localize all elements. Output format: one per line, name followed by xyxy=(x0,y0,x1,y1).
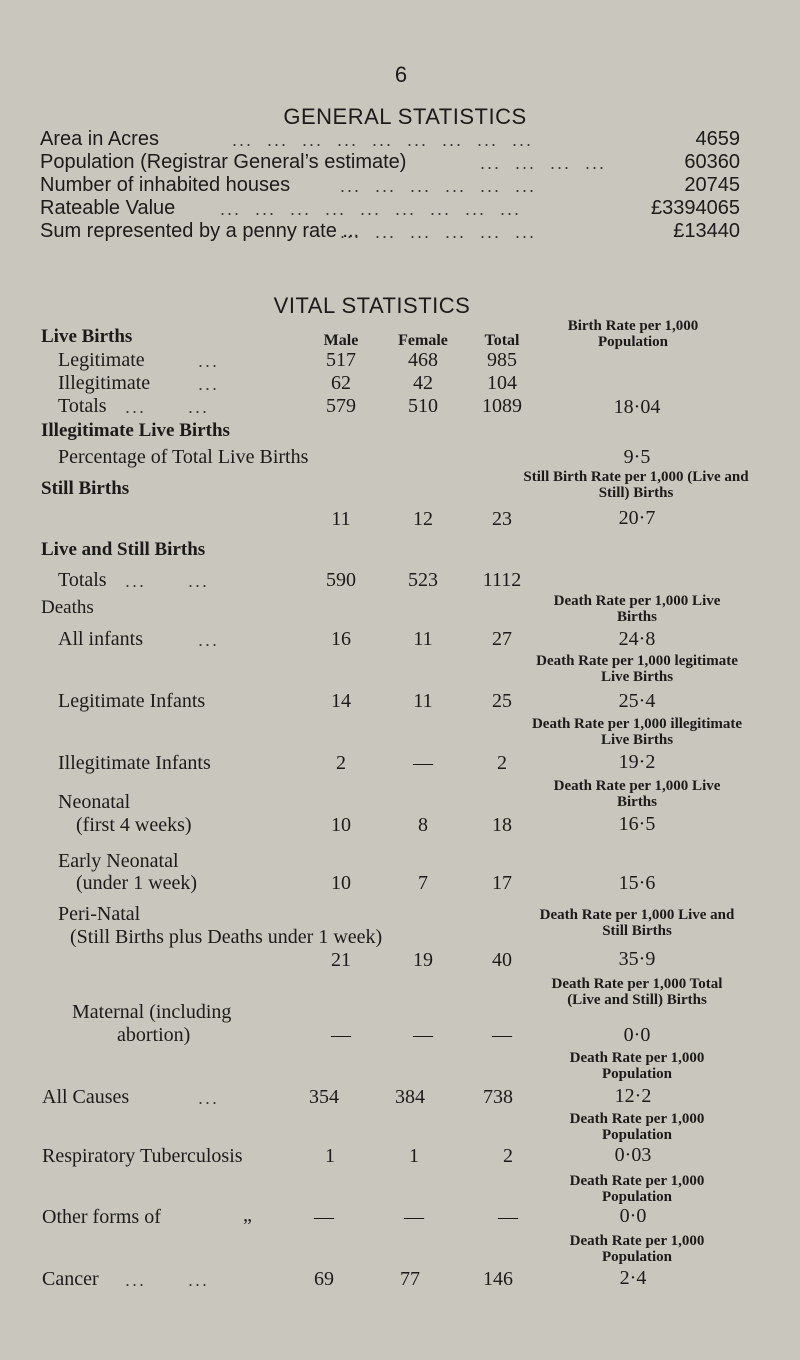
birth-rate-label: Birth Rate per 1,000 Population xyxy=(567,318,699,350)
respiratory-tb-total: 2 xyxy=(503,1145,513,1167)
cancer-male: 69 xyxy=(314,1268,334,1290)
respiratory-tb-male: 1 xyxy=(325,1145,335,1167)
all-causes-female: 384 xyxy=(395,1086,425,1108)
general-row-value: £13440 xyxy=(673,220,740,242)
illegitimate-infants-label: Illegitimate Infants xyxy=(58,752,211,774)
respiratory-tb-rate-label: Death Rate per 1,000 Population xyxy=(569,1111,705,1143)
all-causes-label: All Causes xyxy=(42,1086,130,1108)
peri-natal-rate-label: Death Rate per 1,000 Live and Still Births xyxy=(539,907,735,939)
live-and-still-births-heading: Live and Still Births xyxy=(41,539,206,560)
totals-female: 510 xyxy=(408,395,438,417)
illegitimate-label: Illegitimate xyxy=(58,372,151,394)
maternal-sublabel: abortion) xyxy=(117,1024,191,1046)
leader-dots: ... ... ... ... ... ... xyxy=(340,176,537,196)
all-causes-male: 354 xyxy=(309,1086,339,1108)
illegitimate-live-births-heading: Illegitimate Live Births xyxy=(41,420,230,441)
leader-dots: ... xyxy=(198,374,220,394)
legitimate-infants-rate-label: Death Rate per 1,000 legitimate Live Births xyxy=(536,653,738,685)
peri-natal-male: 21 xyxy=(331,949,351,971)
maternal-male: — xyxy=(331,1024,351,1046)
illegitimate-infants-male: 2 xyxy=(336,752,346,774)
cancer-female: 77 xyxy=(400,1268,420,1290)
neonatal-female: 8 xyxy=(418,814,428,836)
respiratory-tb-rate: 0·03 xyxy=(614,1144,652,1166)
still-births-female: 12 xyxy=(413,508,433,530)
live-and-still-totals-label: Totals xyxy=(58,569,107,591)
still-birth-rate-value: 20·7 xyxy=(618,507,656,529)
general-row-label: Rateable Value xyxy=(40,197,176,219)
leader-dots: ... ... xyxy=(125,397,210,417)
leader-dots: ... xyxy=(198,351,220,371)
still-birth-rate-label: Still Birth Rate per 1,000 (Live and Still) Births xyxy=(523,469,749,501)
legitimate-label: Legitimate xyxy=(58,349,145,371)
other-tb-total: — xyxy=(498,1206,518,1228)
neonatal-male: 10 xyxy=(331,814,351,836)
totals-label: Totals xyxy=(58,395,107,417)
all-infants-female: 11 xyxy=(413,628,433,650)
illegitimate-infants-rate: 19·2 xyxy=(618,751,656,773)
totals-male: 579 xyxy=(326,395,356,417)
other-tb-male: — xyxy=(314,1206,334,1228)
legitimate-infants-female: 11 xyxy=(413,690,433,712)
neonatal-total: 18 xyxy=(492,814,512,836)
page-number: 6 xyxy=(394,62,408,87)
early-neonatal-total: 17 xyxy=(492,872,512,894)
ditto-mark: „ xyxy=(243,1204,252,1226)
still-births-total: 23 xyxy=(492,508,512,530)
legitimate-male: 517 xyxy=(326,349,356,371)
leader-dots: ... ... ... ... ... ... ... ... ... xyxy=(232,130,534,150)
all-causes-rate-label: Death Rate per 1,000 Population xyxy=(569,1050,705,1082)
illegitimate-total: 104 xyxy=(487,372,517,394)
all-causes-total: 738 xyxy=(483,1086,513,1108)
legitimate-infants-rate: 25·4 xyxy=(618,690,656,712)
illegitimate-male: 62 xyxy=(331,372,351,394)
general-row-value: 4659 xyxy=(695,128,740,150)
all-infants-label: All infants xyxy=(58,628,143,650)
maternal-rate-label: Death Rate per 1,000 Total (Live and Still) Births xyxy=(551,976,723,1008)
cancer-rate-label: Death Rate per 1,000 Population xyxy=(569,1233,705,1265)
leader-dots: ... ... xyxy=(125,1270,210,1290)
early-neonatal-rate: 15·6 xyxy=(618,872,656,894)
general-row-value: £3394065 xyxy=(651,197,740,219)
general-row-value: 20745 xyxy=(684,174,740,196)
cancer-total: 146 xyxy=(483,1268,513,1290)
peri-natal-rate: 35·9 xyxy=(618,948,656,970)
percentage-label: Percentage of Total Live Births xyxy=(58,446,309,468)
all-infants-male: 16 xyxy=(331,628,351,650)
totals-total: 1089 xyxy=(482,395,522,417)
cancer-rate: 2·4 xyxy=(619,1267,647,1289)
maternal-label: Maternal (including xyxy=(72,1001,232,1023)
other-tb-rate: 0·0 xyxy=(619,1205,647,1227)
cancer-label: Cancer xyxy=(42,1268,99,1290)
column-header-female: Female xyxy=(398,332,448,349)
leader-dots: ... xyxy=(198,1088,220,1108)
leader-dots: ... xyxy=(198,630,220,650)
legitimate-total: 985 xyxy=(487,349,517,371)
peri-natal-female: 19 xyxy=(413,949,433,971)
illegitimate-infants-rate-label: Death Rate per 1,000 illegitimate Live Births xyxy=(531,716,743,748)
all-infants-rate-label: Death Rate per 1,000 Live Births xyxy=(553,593,721,625)
still-births-male: 11 xyxy=(331,508,351,530)
all-infants-total: 27 xyxy=(492,628,512,650)
other-tb-female: — xyxy=(404,1206,424,1228)
legitimate-infants-male: 14 xyxy=(331,690,351,712)
birth-rate-value: 18·04 xyxy=(613,396,661,418)
general-statistics-title: GENERAL STATISTICS xyxy=(283,104,527,129)
other-tb-rate-label: Death Rate per 1,000 Population xyxy=(569,1173,705,1205)
legitimate-infants-label: Legitimate Infants xyxy=(58,690,206,712)
legitimate-infants-total: 25 xyxy=(492,690,512,712)
maternal-total: — xyxy=(492,1024,512,1046)
early-neonatal-male: 10 xyxy=(331,872,351,894)
live-and-still-male: 590 xyxy=(326,569,356,591)
early-neonatal-female: 7 xyxy=(418,872,428,894)
early-neonatal-sublabel: (under 1 week) xyxy=(76,872,198,894)
percentage-value: 9·5 xyxy=(623,446,651,468)
neonatal-label: Neonatal xyxy=(58,791,131,813)
leader-dots: ... ... ... ... ... ... xyxy=(340,222,537,242)
peri-natal-label: Peri-Natal xyxy=(58,903,141,925)
all-infants-rate: 24·8 xyxy=(618,628,656,650)
all-causes-rate: 12·2 xyxy=(614,1085,652,1107)
column-header-male: Male xyxy=(323,332,359,349)
leader-dots: ... ... xyxy=(125,571,210,591)
illegitimate-infants-total: 2 xyxy=(497,752,507,774)
live-births-heading: Live Births xyxy=(41,326,133,347)
maternal-rate: 0·0 xyxy=(623,1024,651,1046)
other-tb-label: Other forms of xyxy=(42,1206,161,1228)
illegitimate-female: 42 xyxy=(413,372,433,394)
general-row-label: Sum represented by a penny rate ... xyxy=(40,220,360,242)
general-row-label: Population (Registrar General’s estimate) xyxy=(40,151,407,173)
leader-dots: ... ... ... ... xyxy=(480,153,607,173)
respiratory-tb-label: Respiratory Tuberculosis xyxy=(42,1145,243,1167)
peri-natal-sublabel: (Still Births plus Deaths under 1 week) xyxy=(70,926,383,948)
live-and-still-total: 1112 xyxy=(482,569,522,591)
general-row-value: 60360 xyxy=(684,151,740,173)
neonatal-rate-label: Death Rate per 1,000 Live Births xyxy=(553,778,721,810)
maternal-female: — xyxy=(413,1024,433,1046)
vital-statistics-title: VITAL STATISTICS xyxy=(273,293,471,318)
early-neonatal-label: Early Neonatal xyxy=(58,850,179,872)
neonatal-sublabel: (first 4 weeks) xyxy=(76,814,192,836)
column-header-total: Total xyxy=(484,332,520,349)
respiratory-tb-female: 1 xyxy=(409,1145,419,1167)
peri-natal-total: 40 xyxy=(492,949,512,971)
leader-dots: ... ... ... ... ... ... ... ... ... xyxy=(220,199,522,219)
still-births-heading: Still Births xyxy=(41,478,130,499)
neonatal-rate: 16·5 xyxy=(618,813,656,835)
deaths-heading: Deaths xyxy=(41,597,94,618)
live-and-still-female: 523 xyxy=(408,569,438,591)
legitimate-female: 468 xyxy=(408,349,438,371)
general-row-label: Number of inhabited houses xyxy=(40,174,291,196)
general-row-label: Area in Acres xyxy=(40,128,159,150)
illegitimate-infants-female: — xyxy=(413,752,433,774)
